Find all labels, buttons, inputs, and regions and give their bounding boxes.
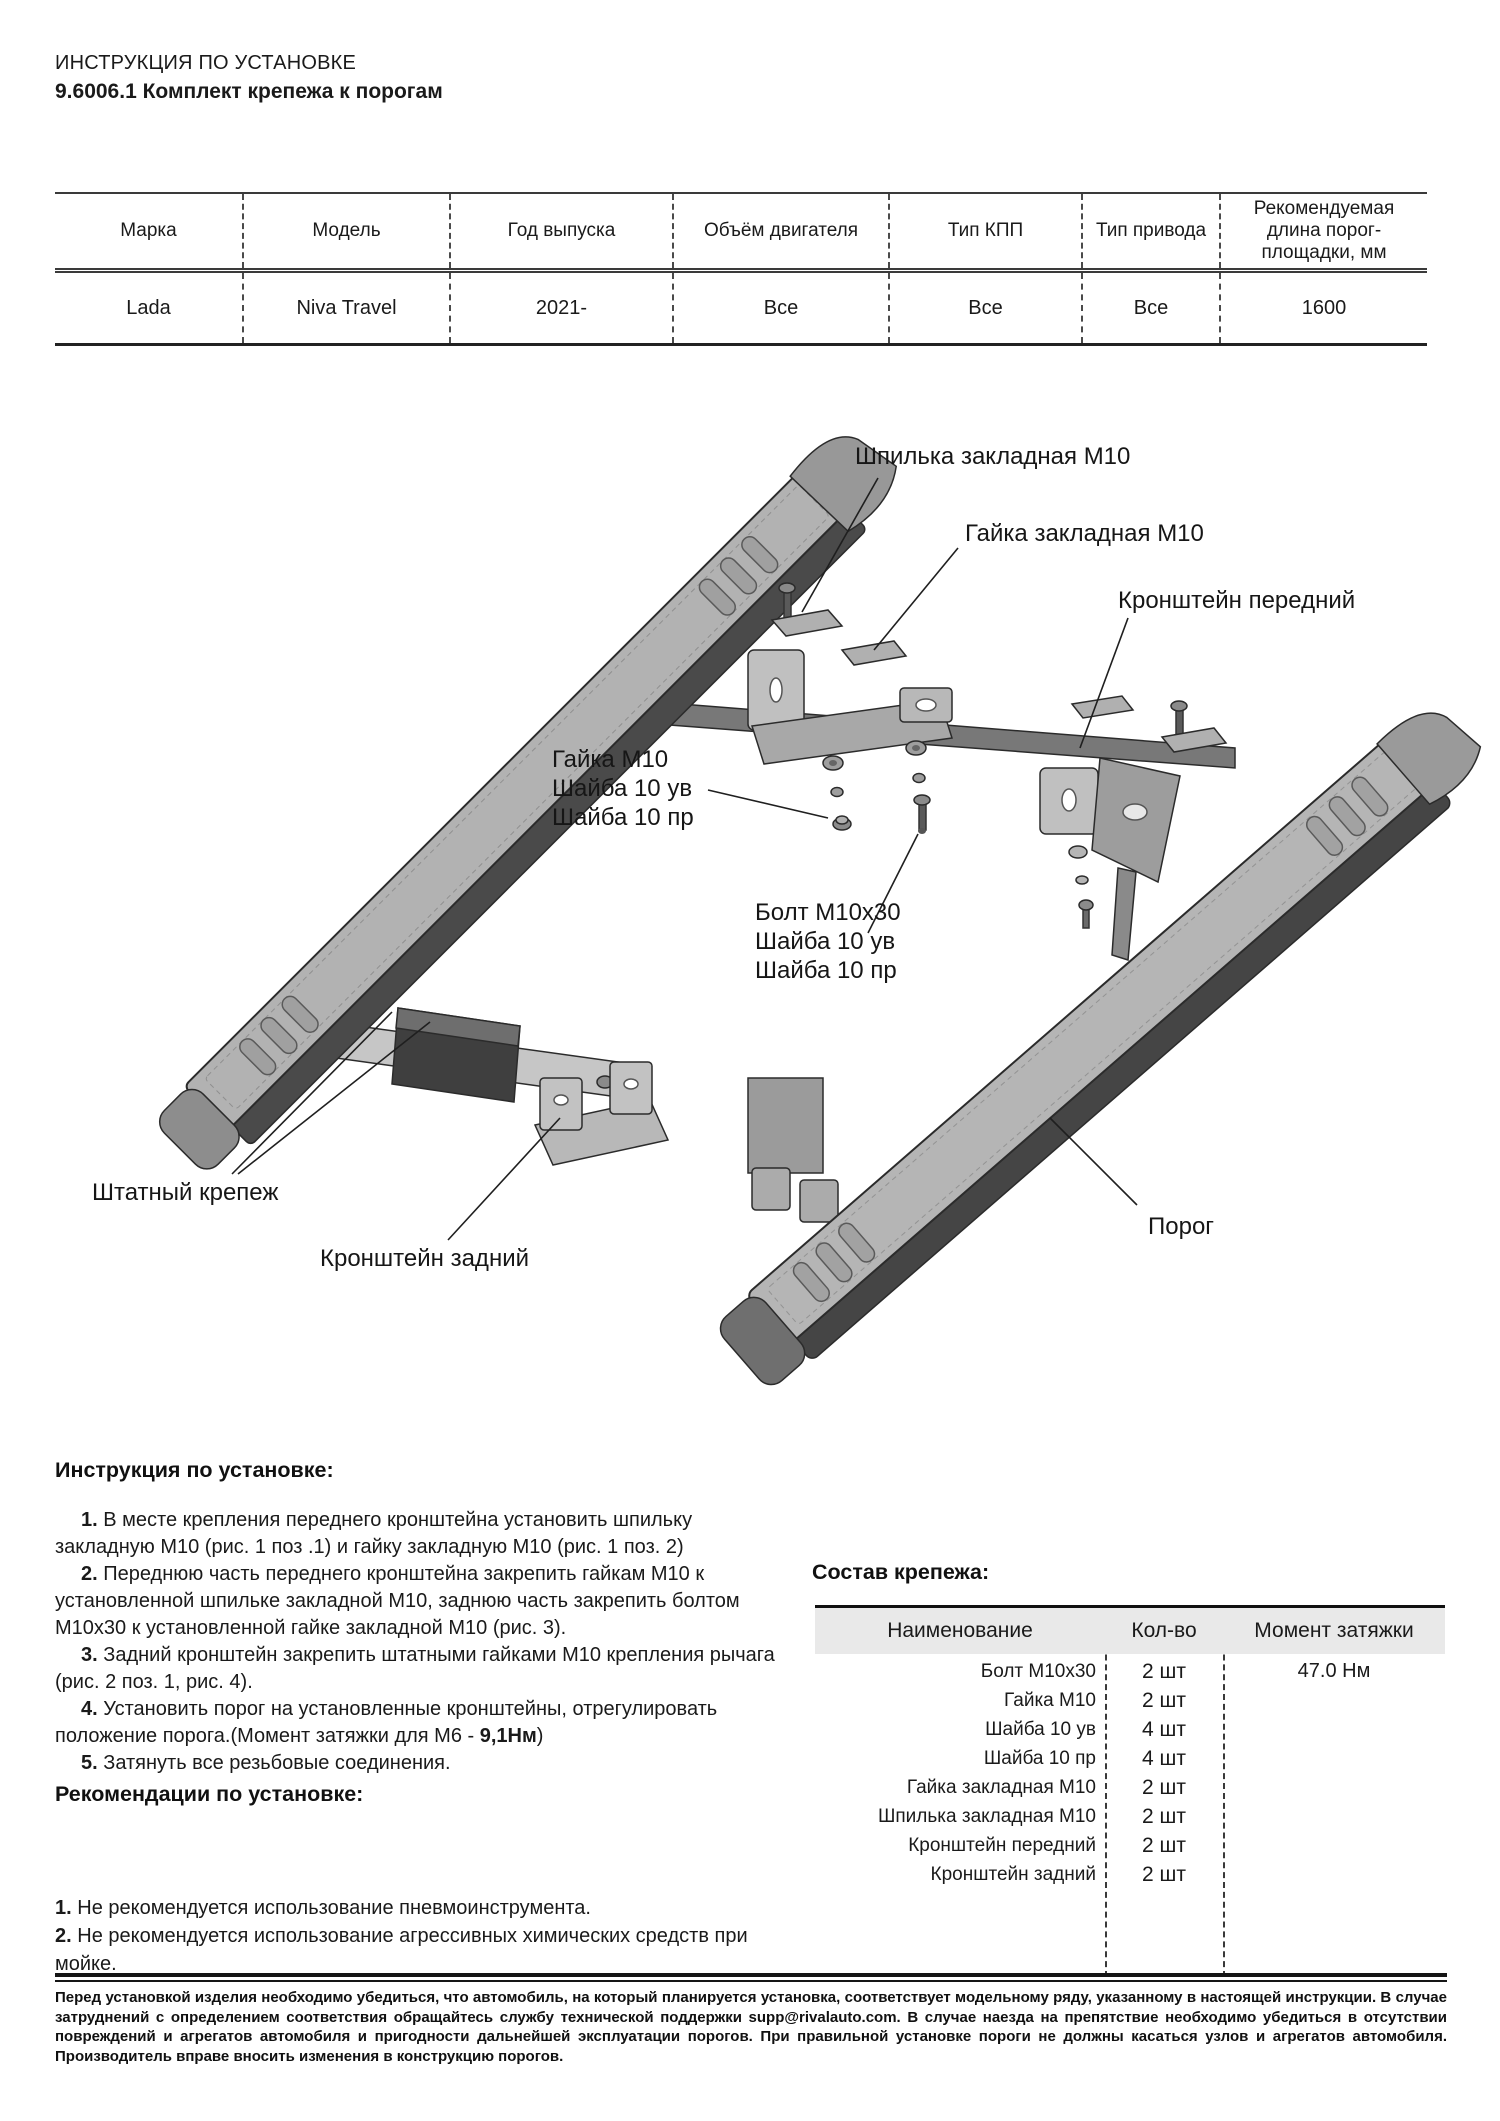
label-bolt-m10x30: Болт М10х30 xyxy=(755,899,901,926)
label-embedded-nut: Гайка закладная М10 xyxy=(965,520,1204,547)
label-nut-m10: Гайка М10 xyxy=(552,746,669,773)
hardware-header-row xyxy=(815,1605,1445,1654)
hardware-heading: Состав крепежа: xyxy=(812,1560,990,1584)
col-header-engine: Объём двигателя xyxy=(673,193,889,271)
recommendation-2: 2. Не рекомендуется использование агрессивных химических средств при мойке. xyxy=(55,1925,748,1975)
hardware-row-washer-uv: Шайба 10 ув 4 шт xyxy=(985,1717,1186,1741)
hardware-row-embed-nut: Гайка закладная М10 2 шт xyxy=(906,1775,1186,1799)
install-step-1: 1. В месте крепления переднего кронштейна установить шпильку закладную М10 (рис. 1 поз .1) и гайку закладную М10 (рис. 1 поз. 2) xyxy=(55,1509,693,1558)
exploded-diagram xyxy=(0,395,1500,1390)
cell-gearbox: Все xyxy=(889,271,1082,345)
label-rear-bracket: Кронштейн задний xyxy=(320,1245,530,1272)
hardware-row-washer-pr: Шайба 10 пр 4 шт xyxy=(983,1746,1186,1770)
label-running-board: Порог xyxy=(1148,1213,1215,1240)
document-header xyxy=(55,52,443,104)
installation-section xyxy=(55,1458,781,1777)
col-header-brand: Марка xyxy=(55,193,243,271)
hw-col-qty: Кол-во xyxy=(1131,1619,1197,1642)
diagram-drawing xyxy=(0,395,1500,1390)
cell-drive: Все xyxy=(1082,271,1220,345)
install-step-4: 4. Установить порог на установленные кронштейны, отрегулировать положение порога.(Момент затяжки для М6 - 9,1Нм) xyxy=(55,1698,718,1747)
hw-col-torque: Момент затяжки xyxy=(1254,1619,1414,1642)
install-step-5: 5. Затянуть все резьбовые соединения. xyxy=(81,1752,451,1774)
col-header-gearbox: Тип КПП xyxy=(889,193,1082,271)
footer-legal-text: Перед установкой изделия необходимо убедиться, что автомобиль, на который планируется установка, соответствует модельному ряду, указанному в настоящей инструкции. В случае затруднений с определением соответствия обращайтесь службу технической поддержки supp@rivalauto.com. В случае наезда на препятствие необходимо убедиться в отсутствии повреждений и агрегатов автомобиля и пригодности дальнейшей эксплуатации порогов. При правильной установке пороги не должны касаться узлов и агрегатов автомобиля. Производитель вправе вносить изменения в конструкцию порогов. xyxy=(55,1989,1447,2065)
page-subtitle: 9.6006.1 Комплект крепежа к порогам xyxy=(55,80,443,103)
label-front-bracket: Кронштейн передний xyxy=(1118,587,1356,614)
recommendation-1: 1. Не рекомендуется использование пневмоинструмента. xyxy=(55,1897,591,1919)
hardware-row-stud: Шпилька закладная М10 2 шт xyxy=(877,1804,1186,1828)
cell-engine: Все xyxy=(673,271,889,345)
label-washer-10pr: Шайба 10 пр xyxy=(552,804,694,831)
label-factory-mount: Штатный крепеж xyxy=(92,1179,279,1206)
hw-col-name: Наименование xyxy=(887,1619,1033,1642)
cell-brand: Lada xyxy=(126,296,171,319)
label-washer-10pr-2: Шайба 10 пр xyxy=(755,957,897,984)
hardware-row-rear-bracket: Кронштейн задний 2 шт xyxy=(930,1862,1186,1886)
hardware-row-front-bracket: Кронштейн передний 2 шт xyxy=(908,1833,1186,1857)
label-bolt-washer-group xyxy=(755,898,901,985)
label-washer-10uv-2: Шайба 10 ув xyxy=(755,928,896,955)
label-embedded-stud: Шпилька закладная М10 xyxy=(855,443,1131,470)
hardware-row-bolt: Болт М10х30 2 шт 47.0 Нм xyxy=(980,1659,1371,1683)
page-title: ИНСТРУКЦИЯ ПО УСТАНОВКЕ xyxy=(55,52,357,74)
col-header-model: Модель xyxy=(243,193,450,271)
recommendations-list xyxy=(55,1894,781,1978)
hardware-row-nut: Гайка М10 2 шт xyxy=(1004,1688,1186,1712)
label-nut-washer-group xyxy=(552,745,694,832)
cell-model: Niva Travel xyxy=(243,271,450,345)
col-header-length: Рекомендуемая длина порог-площадки, мм xyxy=(1220,193,1427,271)
label-washer-10uv: Шайба 10 ув xyxy=(552,775,693,802)
hardware-table xyxy=(815,1605,1445,1977)
fitment-data-row xyxy=(55,271,1427,345)
cell-length: 1600 xyxy=(1220,271,1427,345)
install-step-3: 3. Задний кронштейн закрепить штатными гайками М10 крепления рычага (рис. 2 поз. 1, рис. 4). xyxy=(55,1644,775,1693)
col-header-year: Год выпуска xyxy=(450,193,673,271)
col-header-drive: Тип привода xyxy=(1082,193,1220,271)
footer-divider xyxy=(55,1973,1447,1982)
cell-year: 2021- xyxy=(450,271,673,345)
fitment-header-row xyxy=(55,193,1427,271)
recommendations-heading: Рекомендации по установке: xyxy=(55,1782,364,1806)
install-step-2: 2. Переднюю часть переднего кронштейна закрепить гайкам М10 к установленной шпильке закладной М10, заднюю часть закрепить болтом М10х30 к установленной гайке закладной М10 (рис. 3). xyxy=(55,1563,740,1639)
fitment-table xyxy=(55,192,1427,346)
installation-heading: Инструкция по установке: xyxy=(55,1458,334,1482)
